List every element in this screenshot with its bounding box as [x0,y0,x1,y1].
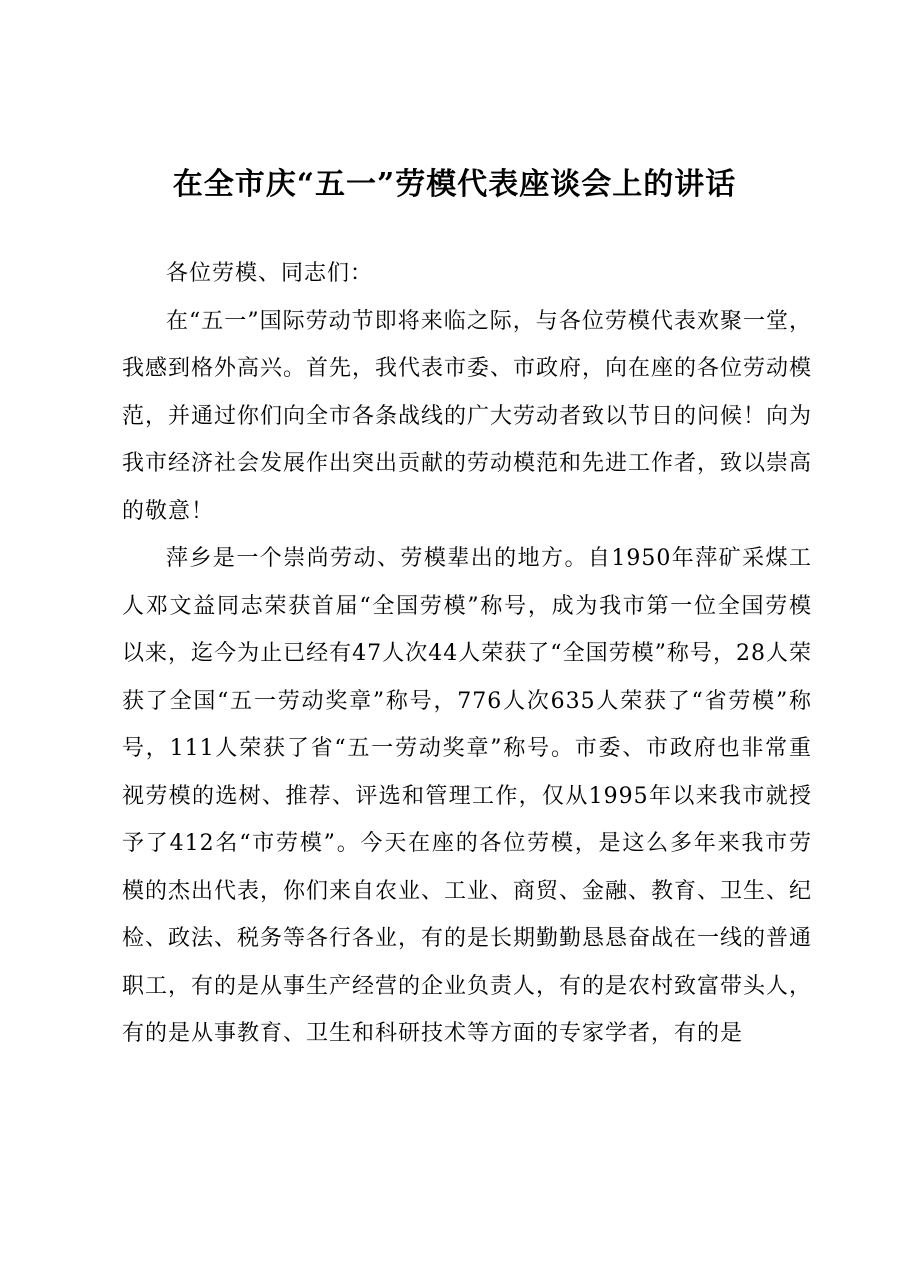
history-paragraph: 萍乡是一个崇尚劳动、劳模辈出的地方。自1950年萍矿采煤工人邓文益同志荣获首届“全国劳模”称号，成为我市第一位全国劳模以来，迄今为止已经有47人次44人荣获了“全国劳模”称号，28人荣获了全国“五一劳动奖章”称号，776人次635人荣获了“省劳模”称号，111人荣获了省“五一劳动奖章”称号。市委、市政府也非常重视劳模的选树、推荐、评选和管理工作，仅从1995年以来我市就授予了412名“市劳模”。今天在座的各位劳模，是这么多年来我市劳模的杰出代表，你们来自农业、工业、商贸、金融、教育、卫生、纪检、政法、税务等各行各业，有的是长期勤勤恳恳奋战在一线的普通职工，有的是从事生产经营的企业负责人，有的是农村致富带头人，有的是从事教育、卫生和科研技术等方面的专家学者，有的是 [122,546,813,1046]
salutation-paragraph: 各位劳模、同志们： [166,261,374,286]
document-body [122,250,812,1058]
opening-paragraph: 在“五一”国际劳动节即将来临之际，与各位劳模代表欢聚一堂，我感到格外高兴。首先，我代表市委、市政府，向在座的各位劳动模范，并通过你们向全市各条战线的广大劳动者致以节日的问候！向为我市经济社会发展作出突出贡献的劳动模范和先进工作者，致以崇高的敬意！ [122,308,813,524]
document-title: 在全市庆“五一”劳模代表座谈会上的讲话 [172,167,737,202]
